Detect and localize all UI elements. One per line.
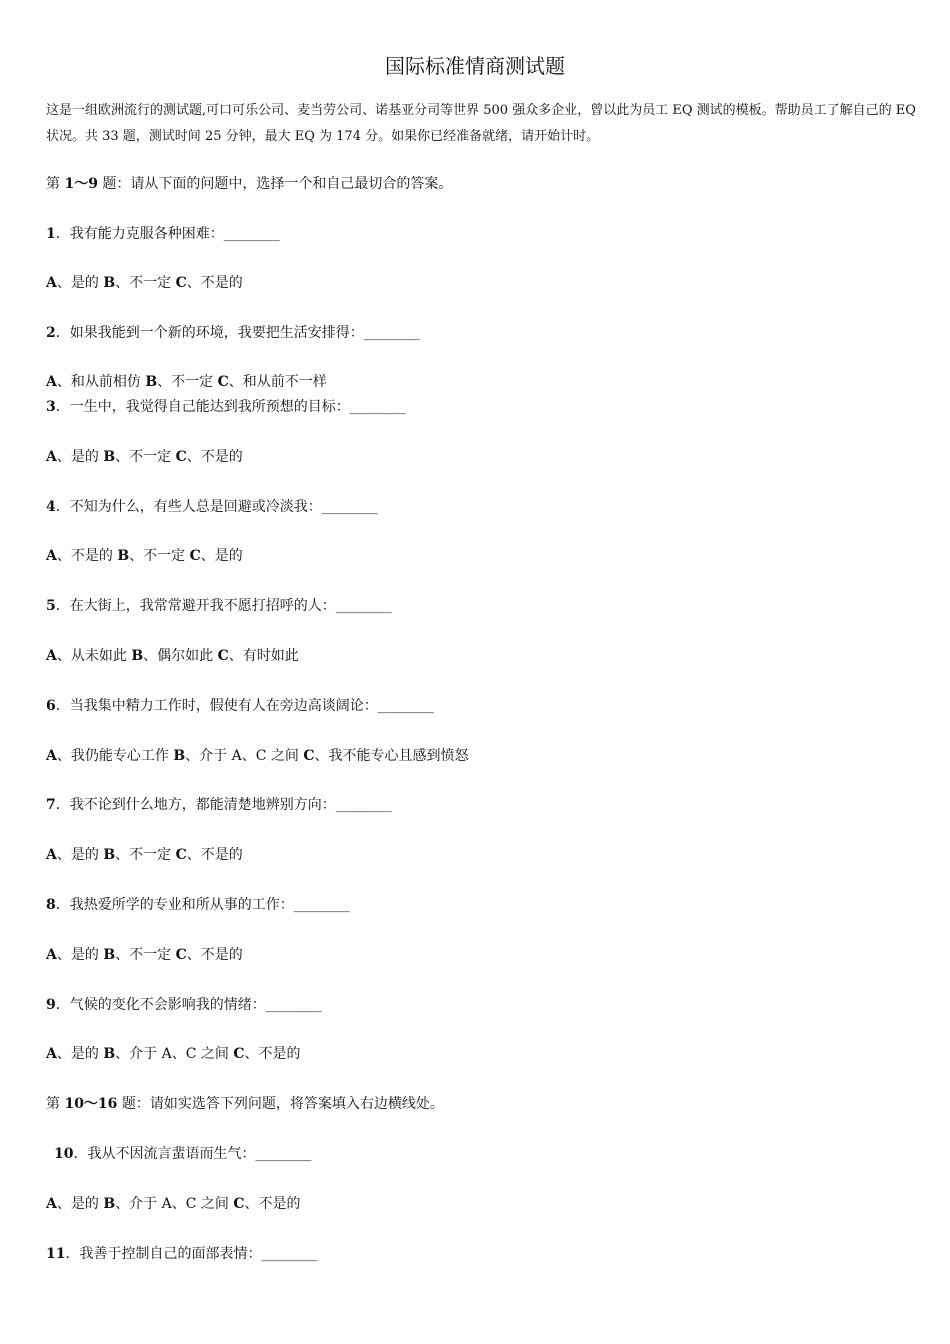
question-6: 6．当我集中精力工作时，假使有人在旁边高谈阔论：________ bbox=[46, 698, 434, 714]
options-2: A、和从前相仿 B、不一定 C、和从前不一样 bbox=[46, 374, 327, 390]
options-8: A、是的 B、不一定 C、不是的 bbox=[46, 947, 243, 963]
section-heading: 第 10～16 题：请如实选答下列问题，将答案填入右边横线处。 bbox=[46, 1096, 444, 1112]
question-4: 4．不知为什么，有些人总是回避或冷淡我：________ bbox=[46, 499, 378, 515]
options-7: A、是的 B、不一定 C、不是的 bbox=[46, 847, 243, 863]
answer-blank: ________ bbox=[261, 1246, 318, 1262]
options-3: A、是的 B、不一定 C、不是的 bbox=[46, 449, 243, 465]
answer-blank: ________ bbox=[265, 997, 322, 1013]
page-title: 国际标准情商测试题 bbox=[385, 54, 565, 78]
question-11: 11．我善于控制自己的面部表情：________ bbox=[46, 1246, 318, 1262]
question-8: 8．我热爱所学的专业和所从事的工作：________ bbox=[46, 897, 350, 913]
question-5: 5．在大街上，我常常避开我不愿打招呼的人：________ bbox=[46, 598, 392, 614]
options-10: A、是的 B、介于 A、C 之间 C、不是的 bbox=[46, 1196, 301, 1212]
answer-blank: ________ bbox=[223, 226, 280, 242]
question-1: 1．我有能力克服各种困难：________ bbox=[46, 226, 280, 242]
question-9: 9．气候的变化不会影响我的情绪：________ bbox=[46, 997, 322, 1013]
answer-blank: ________ bbox=[335, 598, 392, 614]
options-9: A、是的 B、介于 A、C 之间 C、不是的 bbox=[46, 1046, 301, 1062]
options-6: A、我仍能专心工作 B、介于 A、C 之间 C、我不能专心且感到愤怒 bbox=[46, 748, 469, 764]
intro-paragraph: 这是一组欧洲流行的测试题,可口可乐公司、麦当劳公司、诺基亚分司等世界 500 强众多企业，曾以此为员工 EQ 测试的模板。帮助员工了解自己的 EQ 状况。共 33 题，测试时间 25 分钟，最大 EQ 为 174 分。如果你已经准备就绪，请开始计时。 bbox=[46, 103, 916, 144]
answer-blank: ________ bbox=[293, 897, 350, 913]
question-2: 2．如果我能到一个新的环境，我要把生活安排得：________ bbox=[46, 325, 420, 341]
question-10: 10．我从不因流言蜚语而生气：________ bbox=[54, 1146, 312, 1162]
answer-blank: ________ bbox=[377, 698, 434, 714]
options-4: A、不是的 B、不一定 C、是的 bbox=[46, 548, 243, 564]
answer-blank: ________ bbox=[363, 325, 420, 341]
options-5: A、从未如此 B、偶尔如此 C、有时如此 bbox=[46, 648, 299, 664]
answer-blank: ________ bbox=[349, 399, 406, 415]
question-7: 7．我不论到什么地方，都能清楚地辨别方向：________ bbox=[46, 797, 392, 813]
answer-blank: ________ bbox=[255, 1146, 312, 1162]
section-heading: 第 1～9 题：请从下面的问题中，选择一个和自己最切合的答案。 bbox=[46, 176, 453, 192]
answer-blank: ________ bbox=[335, 797, 392, 813]
options-1: A、是的 B、不一定 C、不是的 bbox=[46, 275, 243, 291]
answer-blank: ________ bbox=[321, 499, 378, 515]
question-3: 3．一生中，我觉得自己能达到我所预想的目标：________ bbox=[46, 399, 406, 415]
